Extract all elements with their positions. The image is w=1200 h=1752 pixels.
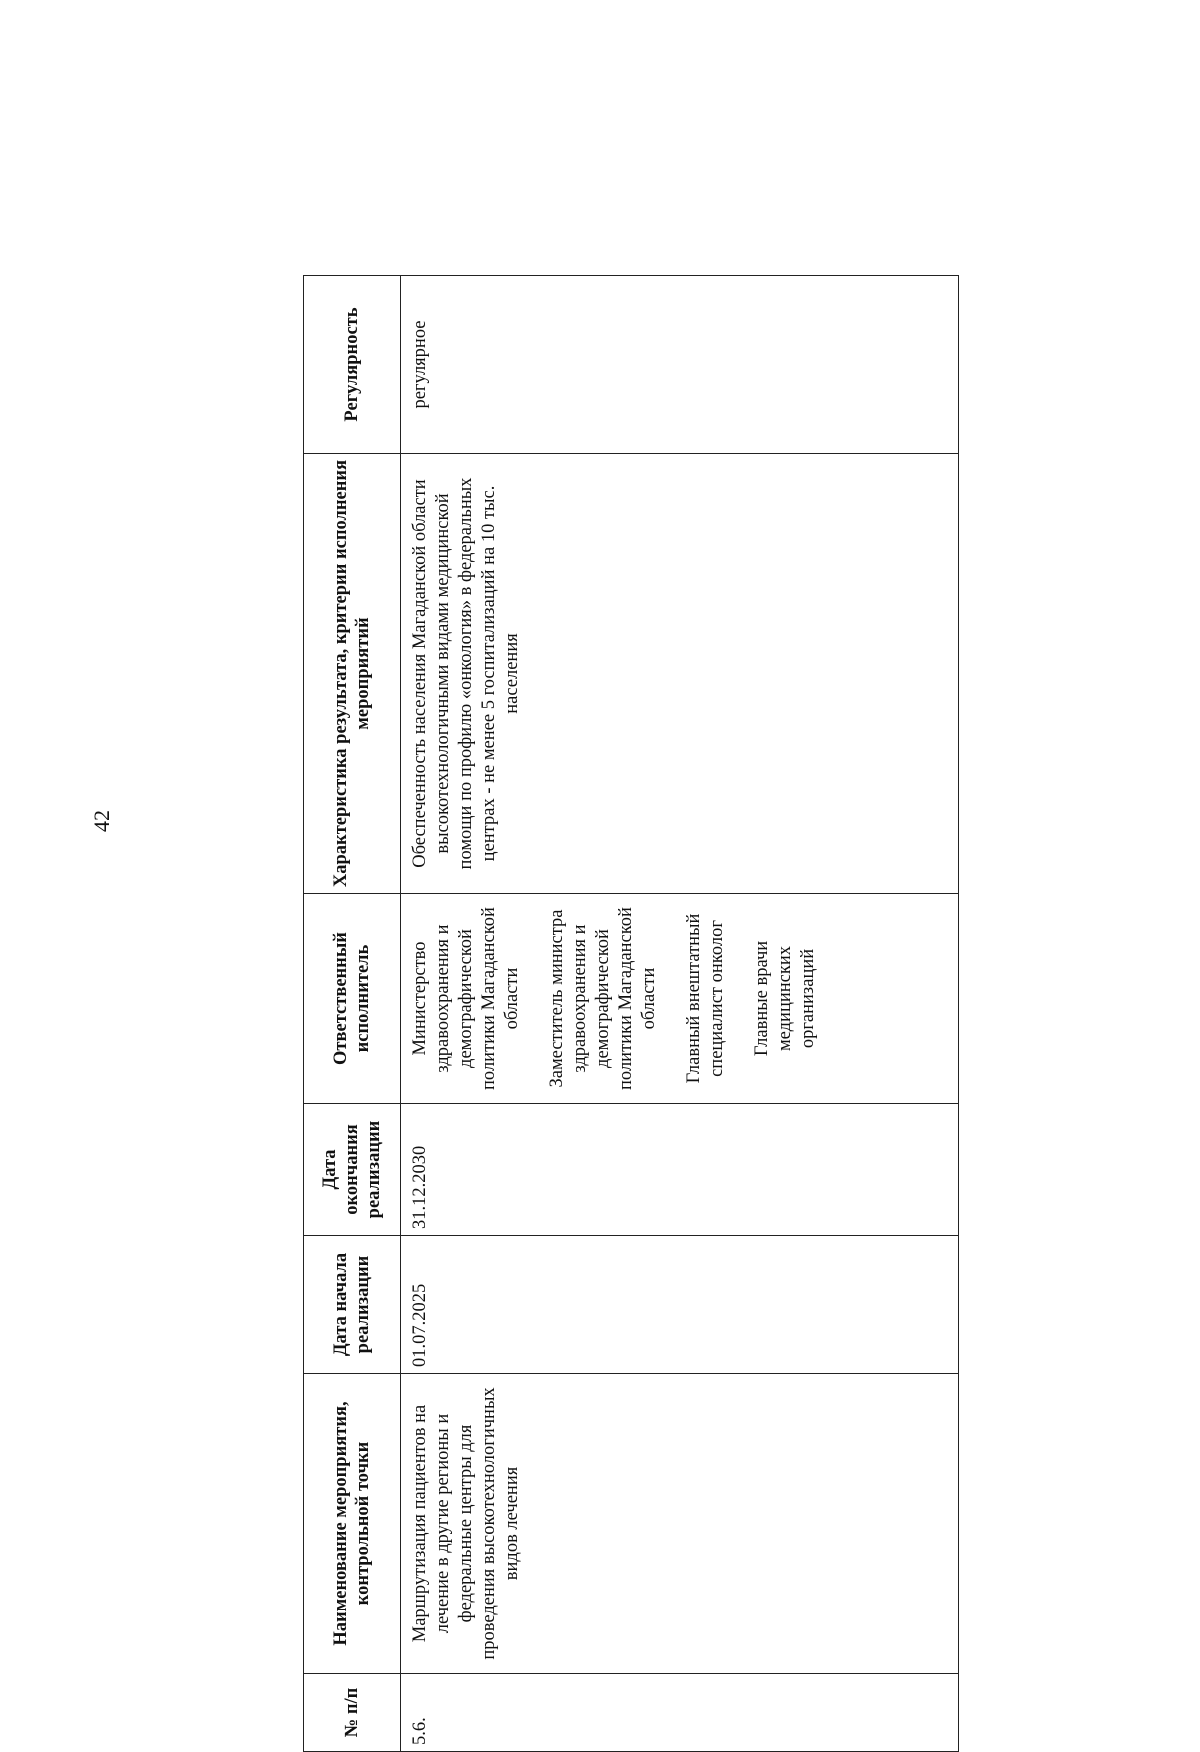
table-row <box>401 276 959 1752</box>
header-start-date: Дата начала реализации <box>304 1236 401 1374</box>
header-name: Наименование мероприятия, контрольной точки <box>304 1374 401 1674</box>
table-header-row <box>304 276 401 1752</box>
responsible-chief-oncologist: Главный внештатный специалист онколог <box>684 913 727 1084</box>
activities-table <box>303 275 959 1752</box>
header-responsible: Ответственный исполнитель <box>304 894 401 1104</box>
cell-end-date: 31.12.2030 <box>401 1104 959 1236</box>
header-characteristic: Характеристика результата, критерии исполнения мероприятий <box>304 454 401 894</box>
activities-table-wrapper <box>303 276 959 1752</box>
cell-num: 5.6. <box>401 1674 959 1752</box>
responsible-deputy-minister: Заместитель министра здравоохранения и демографической политики Магаданской области <box>547 907 659 1090</box>
responsible-ministry: Министерство здравоохранения и демографической политики Магаданской области <box>410 907 522 1090</box>
header-end-date: Дата окончания реализации <box>304 1104 401 1236</box>
cell-responsible <box>401 894 959 1104</box>
page-number: 42 <box>89 810 114 832</box>
cell-start-date: 01.07.2025 <box>401 1236 959 1374</box>
responsible-chief-physicians: Главные врачи медицинских организаций <box>752 940 818 1057</box>
cell-characteristic: Обеспеченность населения Магаданской области высокотехнологичными видами медицинской помощи по профилю «онкология» в федеральных центрах - не менее 5 госпитализаций на 10 тыс. населения <box>401 454 959 894</box>
header-num: № п/п <box>304 1674 401 1752</box>
cell-regularity: регулярное <box>401 276 959 454</box>
header-regularity: Регулярность <box>304 276 401 454</box>
cell-name: Маршрутизация пациентов на лечение в другие регионы и федеральные центры для проведения высокотехнологичных видов лечения <box>401 1374 959 1674</box>
